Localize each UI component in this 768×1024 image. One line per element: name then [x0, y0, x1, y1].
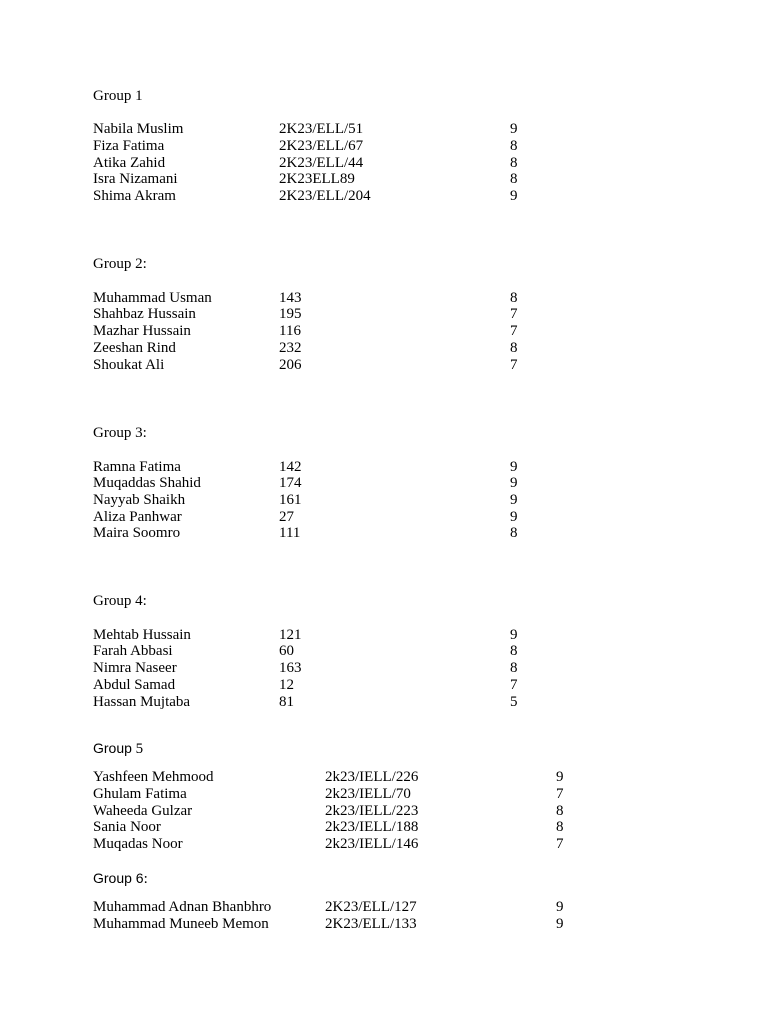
- student-name: Waheeda Gulzar: [93, 803, 193, 819]
- student-mark: 9: [510, 121, 518, 137]
- student-id: 2K23/ELL/204: [279, 188, 371, 204]
- student-id: 2k23/IELL/226: [325, 769, 419, 785]
- student-id: 232: [279, 340, 302, 356]
- student-name: Muhammad Muneeb Memon: [93, 916, 269, 932]
- student-mark: 9: [510, 475, 518, 491]
- table-row: [0, 475, 768, 492]
- table-row: [0, 786, 768, 803]
- student-name: Muqaddas Shahid: [93, 475, 201, 491]
- table-row: [0, 188, 768, 205]
- student-name: Muhammad Usman: [93, 290, 212, 306]
- student-id: 2k23/IELL/70: [325, 786, 411, 802]
- table-row: [0, 121, 768, 138]
- student-id: 111: [279, 525, 301, 541]
- student-name: Aliza Panhwar: [93, 509, 182, 525]
- table-row: [0, 694, 768, 711]
- student-name: Farah Abbasi: [93, 643, 173, 659]
- student-mark: 7: [510, 357, 518, 373]
- group-4-heading: Group 4:: [93, 593, 147, 609]
- student-name: Abdul Samad: [93, 677, 176, 693]
- student-name: Shima Akram: [93, 188, 176, 204]
- table-row: [0, 677, 768, 694]
- student-name: Sania Noor: [93, 819, 161, 835]
- student-name: Mehtab Hussain: [93, 627, 191, 643]
- student-name: Nayyab Shaikh: [93, 492, 186, 508]
- table-row: [0, 899, 768, 916]
- student-name: Ghulam Fatima: [93, 786, 187, 802]
- student-mark: 7: [556, 836, 564, 852]
- student-mark: 9: [510, 509, 518, 525]
- student-name: Fiza Fatima: [93, 138, 165, 154]
- student-name: Nabila Muslim: [93, 121, 184, 137]
- table-row: [0, 836, 768, 853]
- student-mark: 9: [556, 899, 564, 915]
- table-row: [0, 627, 768, 644]
- table-row: [0, 525, 768, 542]
- student-name: Mazhar Hussain: [93, 323, 191, 339]
- table-row: [0, 916, 768, 933]
- table-row: [0, 459, 768, 476]
- student-name: Zeeshan Rind: [93, 340, 176, 356]
- student-mark: 7: [510, 323, 518, 339]
- student-name: Nimra Naseer: [93, 660, 177, 676]
- student-mark: 8: [510, 660, 518, 676]
- student-name: Ramna Fatima: [93, 459, 181, 475]
- student-id: 161: [279, 492, 302, 508]
- student-name: Maira Soomro: [93, 525, 181, 541]
- student-name: Yashfeen Mehmood: [93, 769, 214, 785]
- student-id: 163: [279, 660, 302, 676]
- student-name: Shoukat Ali: [93, 357, 165, 373]
- student-id: 2K23/ELL/133: [325, 916, 417, 932]
- table-row: [0, 819, 768, 836]
- student-id: 2K23ELL89: [279, 171, 355, 187]
- student-id: 2K23/ELL/67: [279, 138, 364, 154]
- student-mark: 8: [510, 340, 518, 356]
- table-row: [0, 323, 768, 340]
- table-row: [0, 155, 768, 172]
- table-row: [0, 643, 768, 660]
- student-mark: 8: [556, 819, 564, 835]
- student-id: 2k23/IELL/223: [325, 803, 419, 819]
- student-name: Isra Nizamani: [93, 171, 178, 187]
- student-id: 12: [279, 677, 294, 693]
- table-row: [0, 290, 768, 307]
- student-mark: 7: [510, 306, 518, 322]
- student-mark: 5: [510, 694, 518, 710]
- student-id: 2K23/ELL/127: [325, 899, 417, 915]
- group-3-heading: Group 3:: [93, 425, 147, 441]
- student-mark: 7: [510, 677, 518, 693]
- student-mark: 8: [510, 290, 518, 306]
- table-row: [0, 357, 768, 374]
- table-row: [0, 509, 768, 526]
- student-id: 27: [279, 509, 294, 525]
- student-id: 2K23/ELL/44: [279, 155, 364, 171]
- student-id: 60: [279, 643, 294, 659]
- group-5-heading-number: 5: [131, 741, 144, 757]
- student-id: 121: [279, 627, 302, 643]
- student-name: Muhammad Adnan Bhanbhro: [93, 899, 272, 915]
- group-5-heading-word: Group: [93, 740, 132, 756]
- group-6-heading-colon: :: [143, 871, 148, 887]
- student-mark: 8: [510, 171, 518, 187]
- table-row: [0, 660, 768, 677]
- group-2-heading: Group 2:: [93, 256, 147, 272]
- student-id: 2k23/IELL/188: [325, 819, 419, 835]
- group-1-heading: Group 1: [93, 88, 143, 104]
- table-row: [0, 171, 768, 188]
- student-id: 2k23/IELL/146: [325, 836, 419, 852]
- student-id: 81: [279, 694, 294, 710]
- student-name: Muqadas Noor: [93, 836, 183, 852]
- student-mark: 9: [556, 916, 564, 932]
- student-id: 116: [279, 323, 301, 339]
- student-id: 195: [279, 306, 302, 322]
- student-id: 143: [279, 290, 302, 306]
- table-row: [0, 138, 768, 155]
- student-mark: 7: [556, 786, 564, 802]
- student-mark: 8: [510, 138, 518, 154]
- student-mark: 9: [510, 188, 518, 204]
- student-id: 142: [279, 459, 302, 475]
- student-id: 174: [279, 475, 302, 491]
- student-mark: 8: [556, 803, 564, 819]
- table-row: [0, 769, 768, 786]
- table-row: [0, 340, 768, 357]
- group-5-heading: [93, 740, 143, 758]
- student-name: Shahbaz Hussain: [93, 306, 196, 322]
- table-row: [0, 306, 768, 323]
- student-mark: 9: [556, 769, 564, 785]
- student-id: 206: [279, 357, 302, 373]
- table-row: [0, 492, 768, 509]
- student-mark: 8: [510, 525, 518, 541]
- group-6-heading-word: Group 6: [93, 870, 144, 886]
- student-mark: 9: [510, 492, 518, 508]
- student-name: Hassan Mujtaba: [93, 694, 191, 710]
- student-name: Atika Zahid: [93, 155, 166, 171]
- student-id: 2K23/ELL/51: [279, 121, 364, 137]
- student-mark: 9: [510, 627, 518, 643]
- group-6-heading: [93, 870, 148, 888]
- student-mark: 9: [510, 459, 518, 475]
- student-mark: 8: [510, 643, 518, 659]
- table-row: [0, 803, 768, 820]
- student-mark: 8: [510, 155, 518, 171]
